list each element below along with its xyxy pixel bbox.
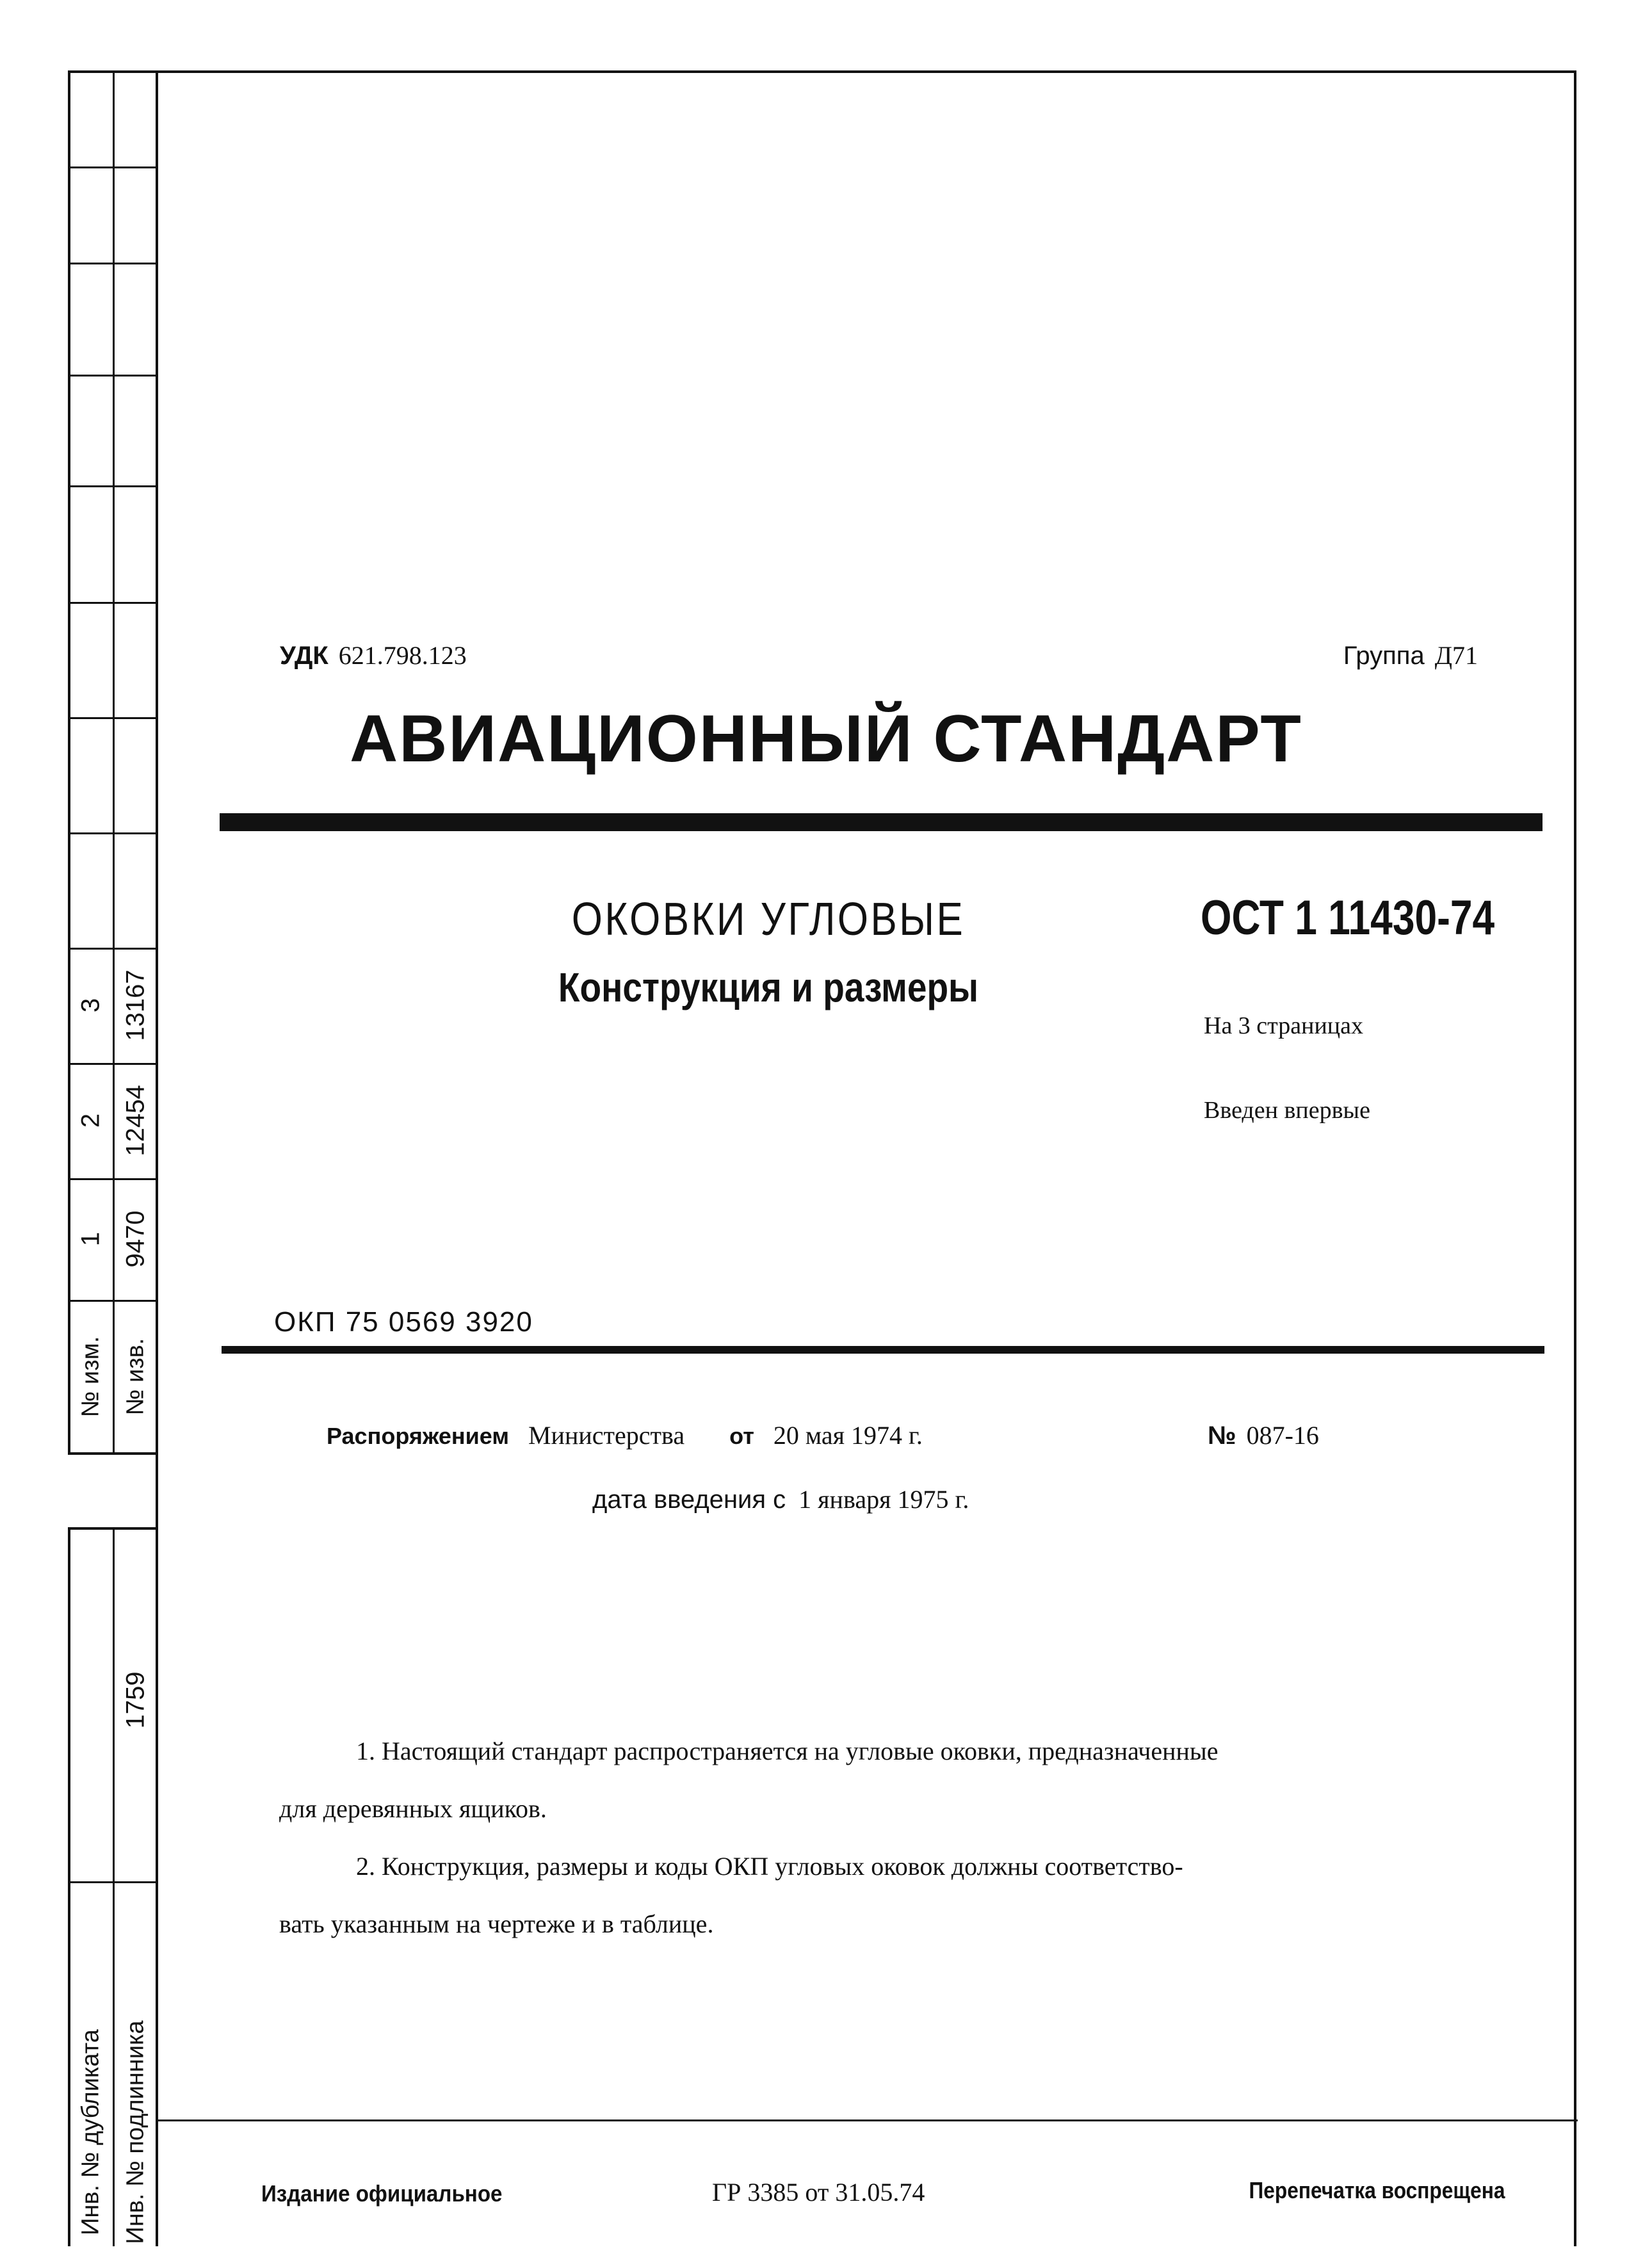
udk-value: 621.798.123 <box>338 641 467 670</box>
change-number-header: № изм. <box>77 1336 104 1418</box>
frame-top-line <box>156 70 1576 73</box>
document-title: ОКОВКИ УГЛОВЫЕ <box>571 894 966 945</box>
change-number: 2 <box>76 1113 105 1128</box>
order-number-label: № <box>1208 1422 1236 1450</box>
paragraph-1 <box>279 1722 1534 1838</box>
page-count: На 3 страницах <box>1204 1012 1363 1039</box>
strip-row-line <box>68 485 158 487</box>
notice-number: 12454 <box>121 1085 150 1156</box>
strip-row-line <box>68 1178 158 1180</box>
notice-number: 13167 <box>121 969 150 1041</box>
order-number: 087-16 <box>1246 1421 1319 1450</box>
standard-number: ОСТ 1 11430-74 <box>1201 891 1495 945</box>
group-label: Группа <box>1343 642 1425 670</box>
original-inventory-number: 1759 <box>121 1671 150 1729</box>
frame-right-line <box>1574 70 1576 2246</box>
introduction-status: Введен впервые <box>1204 1097 1370 1124</box>
udk-label: УДК <box>280 642 328 670</box>
strip-lower-left-border <box>68 1527 70 2246</box>
header-divider <box>220 813 1543 831</box>
order-date-prefix: от <box>729 1423 754 1449</box>
strip-row-line <box>68 375 158 377</box>
okp-divider <box>222 1346 1544 1354</box>
strip-row-line <box>68 1527 158 1530</box>
strip-row-line <box>68 263 158 264</box>
group-value: Д71 <box>1434 641 1478 670</box>
effective-date-line <box>592 1484 969 1514</box>
paragraph-2-line-2: вать указанным на чертеже и в таблице. <box>279 1909 714 1938</box>
notice-number-header: № изв. <box>122 1338 149 1416</box>
order-issuer: Министерства <box>528 1421 685 1450</box>
okp-code: ОКП 75 0569 3920 <box>274 1306 533 1338</box>
registration-note: ГР 3385 от 31.05.74 <box>712 2178 925 2207</box>
original-inventory-label: Инв. № подлинника <box>122 2020 149 2244</box>
order-line <box>327 1420 923 1450</box>
footer-divider <box>156 2119 1578 2121</box>
order-label: Распоряжением <box>327 1423 509 1449</box>
strip-lower-mid-border <box>113 1527 115 2246</box>
reprint-note: Перепечатка воспрещена <box>1249 2177 1505 2203</box>
udk-line <box>280 640 467 670</box>
paragraph-1-line-1: 1. Настоящий стандарт распространяется на угловые оковки, предназначенные <box>356 1737 1219 1765</box>
strip-row-line <box>68 602 158 604</box>
paragraph-2 <box>279 1838 1534 1953</box>
strip-row-line <box>68 70 158 73</box>
edition-note: Издание официальное <box>261 2180 503 2207</box>
change-number: 3 <box>76 998 105 1013</box>
document-subtitle: Конструкция и размеры <box>558 964 979 1010</box>
order-date: 20 мая 1974 г. <box>773 1421 923 1450</box>
strip-row-line <box>68 1881 158 1883</box>
change-number: 1 <box>76 1231 105 1247</box>
strip-row-line <box>68 1063 158 1065</box>
effective-label: дата введения с <box>592 1486 786 1514</box>
standard-type-title: АВИАЦИОННЫЙ СТАНДАРТ <box>350 702 1302 776</box>
order-number-line <box>1208 1420 1319 1450</box>
strip-row-line <box>68 1452 158 1455</box>
strip-row-line <box>68 948 158 950</box>
strip-row-line <box>68 832 158 834</box>
group-line <box>1343 640 1478 670</box>
strip-row-line <box>68 1300 158 1302</box>
duplicate-inventory-label: Инв. № дубликата <box>77 2029 104 2235</box>
paragraph-1-line-2: для деревянных ящиков. <box>279 1794 547 1823</box>
notice-number: 9470 <box>121 1210 150 1268</box>
paragraph-2-line-1: 2. Конструкция, размеры и коды ОКП угловых оковок должны соответство- <box>356 1852 1183 1881</box>
strip-right-border <box>156 70 158 2246</box>
effective-date: 1 января 1975 г. <box>798 1485 969 1514</box>
strip-row-line <box>68 166 158 168</box>
